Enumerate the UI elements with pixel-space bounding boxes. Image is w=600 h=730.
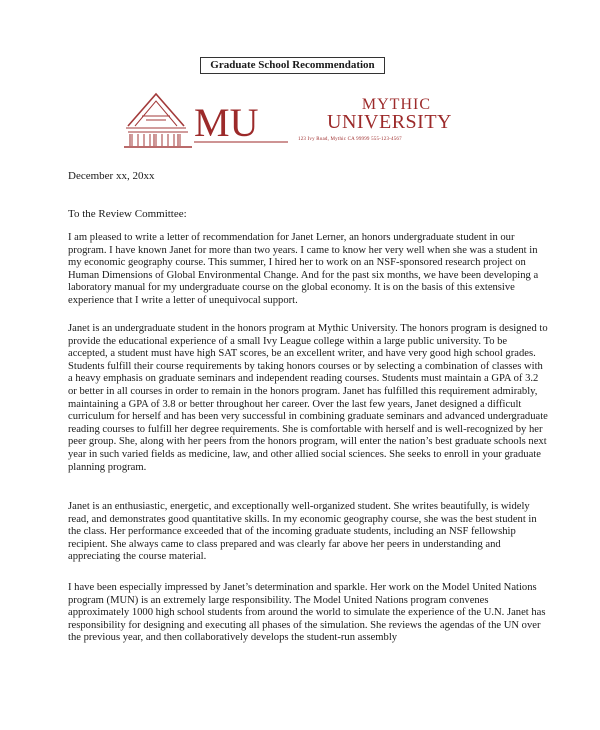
wordmark-line-2: UNIVERSITY	[327, 111, 452, 133]
letter-salutation: To the Review Committee:	[68, 208, 187, 220]
university-wordmark	[295, 96, 452, 150]
university-logo	[120, 86, 290, 148]
letter-date: December xx, 20xx	[68, 170, 155, 182]
logo-monogram: MU	[194, 100, 259, 145]
letter-paragraph: Janet is an undergraduate student in the honors program at Mythic University. The honors program is designed to provide the educational experience of a small Ivy League college within a large public university. To be accepted, a student must have high SAT scores, be an excellent writer, and have very good high school grades. Students fulfill their course requirements by taking honors courses or by selecting a combination of classes with a heavy emphasis on graduate seminars and independent reading courses. Students must maintain a GPA of 3.2 or better in all courses in order to remain in the honors program. Janet has fulfilled this requirement admirably, maintaining a GPA of 3.8 or better throughout her career. Over the last few years, Janet designed a difficult curriculum for herself and has been very successful in combining graduate seminars and advanced undergraduate reading courses to fulfill her degree requirements. She is comfortable with herself and is well-recognized by her peer group. She, along with her peers from the honors program, will enter the nation’s best graduate schools next year in such varied fields as medicine, law, and other allied social sciences. She seeks to enroll in your graduate planning program.	[68, 323, 548, 473]
university-address: 123 Ivy Road, Mythic CA 99999 555-123-4567	[298, 137, 402, 142]
building-crest-icon	[120, 86, 290, 148]
wordmark-line-1: MYTHIC	[361, 96, 431, 113]
document-title: Graduate School Recommendation	[200, 57, 385, 74]
letter-paragraph: I am pleased to write a letter of recommendation for Janet Lerner, an honors undergraduate student in our program. I have known Janet for more than two years. I came to know her very well when she was a student in my economic geography course. This summer, I hired her to work on an NSF-sponsored research project on Human Dimensions of Global Environmental Change. And for the past six months, we have been developing a laboratory manual for my undergraduate course on the global economy. It is on the basis of this extensive experience that I write a letter of unequivocal support.	[68, 232, 539, 306]
letter-paragraph: I have been especially impressed by Janet’s determination and sparkle. Her work on the Model United Nations program (MUN) is an extremely large responsibility. The Model United Nations program convenes approximately 1000 high school students from around the world to simulate the experience of the U.N. Janet has responsibility for designing and executing all phases of the simulation. She reviews the agendas of the UN over the previous year, and then collaboratively develops the student-run assembly	[68, 582, 546, 644]
letter-paragraph: Janet is an enthusiastic, energetic, and exceptionally well-organized student. She writes beautifully, is widely read, and demonstrates good quantitative skills. In my economic geography course, she was the best student in the class. Her performance exceeded that of the incoming graduate students, including an NSF fellowship recipient. She always came to class prepared and was clearly far above her peers in understanding and appreciating the course material.	[68, 501, 537, 563]
